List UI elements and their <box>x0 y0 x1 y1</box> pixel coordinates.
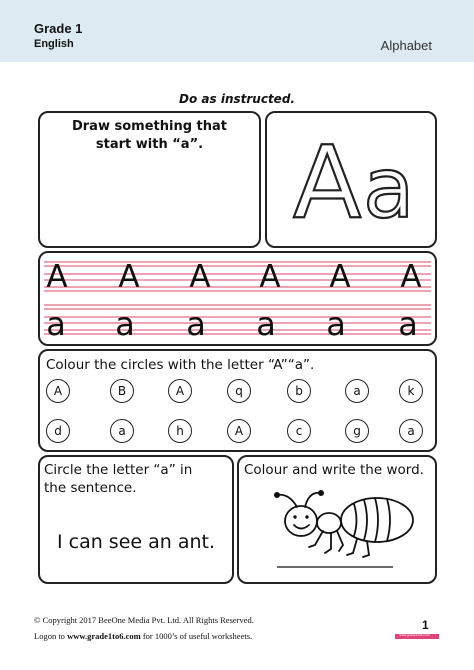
ant-drawing[interactable] <box>239 483 435 583</box>
circle-letter-prompt-line-1: Circle the letter “a” in <box>44 462 193 478</box>
circle-letter[interactable]: d <box>46 419 70 443</box>
circle-letter-prompt <box>44 461 192 497</box>
circle-letter[interactable]: a <box>110 419 134 443</box>
trace-upper-5: A <box>329 259 351 295</box>
trace-lower-6: a <box>398 305 418 343</box>
colour-circles-prompt: Colour the circles with the letter “A”“a”. <box>46 357 315 373</box>
trace-upper-1: A <box>46 259 68 295</box>
circle-letter-prompt-line-2: the sentence. <box>44 480 137 496</box>
subject-label: English <box>34 38 74 50</box>
circle-letter[interactable]: A <box>168 379 192 403</box>
tracing-box <box>38 251 437 346</box>
site-link[interactable]: www.grade1to6.com <box>67 631 141 641</box>
big-lower-letter: a <box>363 139 415 237</box>
copyright-text: © Copyright 2017 BeeOne Media Pvt. Ltd. All Rights Reserved. <box>34 615 254 625</box>
draw-prompt <box>40 118 259 154</box>
trace-lower-5: a <box>326 305 346 343</box>
circle-letter-box <box>38 455 234 584</box>
draw-prompt-line-2: start with “a”. <box>95 137 204 152</box>
tracing-lines <box>40 253 435 344</box>
big-upper-letter: A <box>293 124 362 241</box>
big-letter-box <box>265 111 437 248</box>
circle-letter[interactable]: A <box>46 379 70 403</box>
trace-upper-6: A <box>400 259 422 295</box>
trace-lower-2: a <box>115 305 135 343</box>
site-badge: www.grade1to6.com <box>395 634 439 639</box>
circle-letter[interactable]: h <box>168 419 192 443</box>
circle-letter[interactable]: B <box>110 379 134 403</box>
draw-prompt-line-1: Draw something that <box>71 119 227 134</box>
circle-letter[interactable]: q <box>227 379 251 403</box>
trace-upper-3: A <box>189 259 211 295</box>
sentence-text[interactable]: I can see an ant. <box>56 531 216 553</box>
trace-upper-2: A <box>118 259 140 295</box>
trace-upper-4: A <box>259 259 281 295</box>
topic-label: Alphabet <box>380 38 432 53</box>
circle-letter[interactable]: a <box>345 379 369 403</box>
circle-letter[interactable]: c <box>287 419 311 443</box>
circle-letter[interactable]: A <box>227 419 251 443</box>
colour-write-box <box>237 455 437 584</box>
trace-lower-1: a <box>46 305 66 343</box>
instruction-heading: Do as instructed. <box>179 92 295 106</box>
colour-write-prompt: Colour and write the word. <box>244 462 424 478</box>
circle-letter[interactable]: a <box>399 419 423 443</box>
colour-circles-box <box>38 349 437 452</box>
draw-box[interactable] <box>38 111 261 248</box>
circle-letter[interactable]: k <box>399 379 423 403</box>
grade-label: Grade 1 <box>34 21 83 36</box>
trace-lower-3: a <box>186 305 206 343</box>
trace-lower-4: a <box>256 305 276 343</box>
page-number: 1 <box>422 618 429 632</box>
outline-letters <box>267 113 435 246</box>
circle-letter[interactable]: b <box>287 379 311 403</box>
circle-letter[interactable]: g <box>345 419 369 443</box>
logon-text: Logon to www.grade1to6.com for 1000’s of useful worksheets. <box>34 631 253 641</box>
header-band <box>0 0 474 62</box>
